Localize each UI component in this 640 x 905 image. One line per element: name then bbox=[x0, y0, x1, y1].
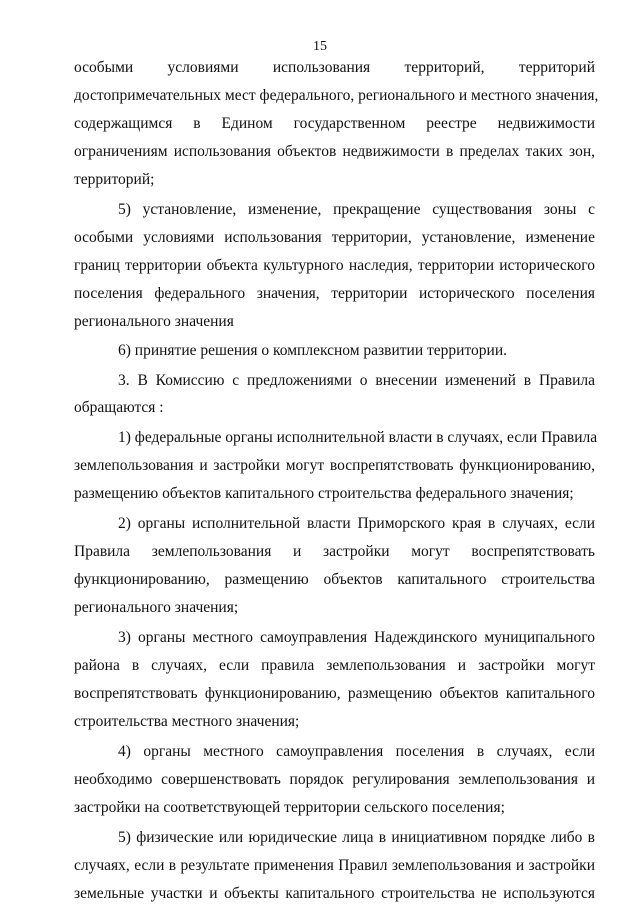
text-line: 1) федеральные органы исполнительной власти в случаях, если Правила bbox=[118, 429, 598, 446]
text-line: 3. В Комиссию с предложениями о внесении изменений в Правила bbox=[118, 372, 595, 389]
text-line: регионального значения bbox=[74, 313, 234, 330]
text-line: достопримечательных мест федерального, регионального и местного значения, bbox=[74, 87, 599, 104]
text-line: поселения федерального значения, территории исторического поселения bbox=[74, 285, 595, 302]
text-line: строительства местного значения; bbox=[74, 713, 300, 730]
text-line: застройки на соответствующей территории сельского поселения; bbox=[74, 799, 505, 816]
text-line: необходимо совершенствовать порядок регулирования землепользования и bbox=[74, 771, 595, 788]
text-line: случаях, если в результате применения Правил землепользования и застройки bbox=[74, 857, 595, 874]
text-line: 3) органы местного самоуправления Надеждинского муниципального bbox=[118, 629, 595, 646]
text-line: регионального значения; bbox=[74, 599, 239, 616]
text-line: территорий; bbox=[74, 171, 155, 188]
text-line: земельные участки и объекты капитального строительства не используются bbox=[74, 885, 595, 902]
text-line: землепользования и застройки могут воспрепятствовать функционированию, bbox=[74, 457, 595, 474]
text-line: размещению объектов капитального строительства федерального значения; bbox=[74, 485, 574, 502]
text-line: особыми условиями использования территорий, территорий bbox=[74, 59, 595, 76]
text-line: района в случаях, если правила землепользования и застройки могут bbox=[74, 657, 595, 674]
text-line: 5) установление, изменение, прекращение существования зоны с bbox=[118, 201, 595, 218]
text-line: 5) физические или юридические лица в инициативном порядке либо в bbox=[118, 829, 595, 846]
text-line: ограничениям использования объектов недвижимости в пределах таких зон, bbox=[74, 143, 595, 160]
text-line: функционированию, размещению объектов капитального строительства bbox=[74, 571, 595, 588]
text-line: обращаются : bbox=[74, 399, 164, 416]
text-line: воспрепятствовать функционированию, размещению объектов капитального bbox=[74, 685, 595, 702]
text-line: особыми условиями использования территории, установление, изменение bbox=[74, 229, 595, 246]
text-line: Правила землепользования и застройки могут воспрепятствовать bbox=[74, 543, 595, 560]
text-line: 2) органы исполнительной власти Приморского края в случаях, если bbox=[118, 515, 595, 532]
text-line: содержащимся в Едином государственном реестре недвижимости bbox=[74, 115, 595, 132]
text-line: 4) органы местного самоуправления поселения в случаях, если bbox=[118, 743, 595, 760]
text-line: 6) принятие решения о комплексном развитии территории. bbox=[118, 342, 507, 359]
page-number: 15 bbox=[313, 39, 327, 54]
text-line: границ территории объекта культурного наследия, территории исторического bbox=[74, 257, 595, 274]
